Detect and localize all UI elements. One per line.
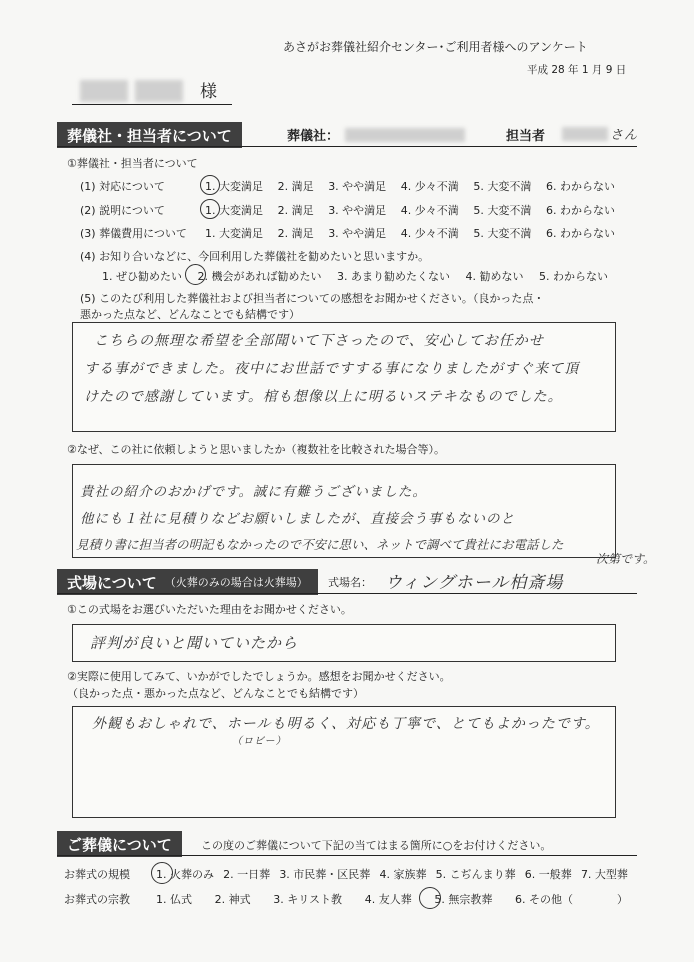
q4-label: (4) お知り合いなどに、今回利用した葬儀社を勧めたいと思いますか。 — [80, 250, 430, 263]
option[interactable]: 6. わからない — [545, 227, 615, 240]
q2-scale — [205, 202, 615, 218]
why-answer-line: 見積り書に担当者の明記もなかったので不安に思い、ネットで調べて貴社にお電話した — [76, 537, 564, 552]
option[interactable]: 3. やや満足 — [328, 204, 387, 217]
option[interactable]: 6. わからない — [545, 180, 615, 193]
q5-label-2: 悪かった点など、どんなことでも結構です） — [80, 308, 300, 321]
q4-selected-circle — [185, 264, 206, 285]
survey-title: あさがお葬儀社紹介センター･ご利用者様へのアンケート — [283, 40, 588, 54]
venue-q1-label: ①この式場をお選びいただいた理由をお聞かせください。 — [67, 603, 352, 616]
q5-label: (5) このたび利用した葬儀社および担当者についての感想をお聞かせください。（良かった点・ — [80, 292, 545, 305]
name-underline — [72, 104, 232, 105]
section-heading-text: 葬儀社・担当者について — [67, 126, 232, 145]
section-heading-venue — [57, 569, 318, 595]
option[interactable]: 4. 少々不満 — [400, 227, 459, 240]
q5-answer-line: する事ができました。夜中にお世話ですする事になりましたがすぐ来て頂 — [84, 361, 580, 377]
option[interactable]: 1. 火葬のみ — [156, 868, 214, 881]
venue-q1-answer: 評判が良いと聞いていたから — [90, 634, 299, 652]
option[interactable]: 4. 勧めない — [465, 270, 524, 283]
company-label: 葬儀社： — [287, 129, 340, 144]
q2-label: (2) 説明について — [80, 204, 165, 217]
section-heading-text: ご葬儀について — [67, 835, 172, 854]
option[interactable]: 1. 仏式 — [156, 893, 192, 906]
option[interactable]: 4. 家族葬 — [379, 868, 427, 881]
option[interactable]: 2. 機会があれば勧めたい — [197, 270, 322, 283]
venue-label: 式場名： — [328, 576, 372, 589]
q4-options — [102, 268, 608, 284]
option[interactable]: 6. その他（ ） — [514, 893, 628, 906]
option[interactable]: 3. キリスト教 — [273, 893, 343, 906]
option[interactable]: 3. やや満足 — [328, 180, 387, 193]
funeral-instruction: この度のご葬儀について下記の当てはまる箇所に○をお付けください。 — [201, 839, 552, 852]
q3-scale — [205, 225, 615, 241]
q1-selected-circle — [200, 175, 220, 195]
option[interactable]: 7. 大型葬 — [580, 868, 628, 881]
venue-q2-answer: 外観もおしゃれで、ホールも明るく、対応も丁寧で、とてもよかったです。 — [92, 716, 600, 732]
section-heading-funeral-company — [57, 122, 242, 148]
religion-selected-circle — [419, 887, 441, 909]
scale-options — [156, 866, 628, 882]
option[interactable]: 4. 友人葬 — [364, 893, 412, 906]
redacted-staff — [562, 127, 608, 141]
redacted-company — [345, 128, 465, 142]
why-answer-line: 次第です。 — [596, 552, 656, 566]
q1-scale — [205, 178, 615, 194]
venue-q2-label-2: （良かった点・悪かった点など、どんなことでも結構です） — [67, 687, 364, 700]
q1-label: (1) 対応について — [80, 180, 165, 193]
staff-suffix: さん — [610, 128, 639, 143]
section-heading-note: （火葬のみの場合は火葬場） — [164, 576, 308, 589]
option[interactable]: 1. 大変満足 — [205, 227, 263, 240]
q2-selected-circle — [200, 199, 220, 219]
why-answer-line: 貴社の紹介のおかげです。誠に有難うございました。 — [80, 484, 427, 500]
section-heading-text: 式場について — [67, 573, 157, 592]
staff-label: 担当者 — [506, 129, 546, 144]
why-answer-line: 他にも１社に見積りなどお願いしましたが、直接会う事もないのと — [80, 511, 515, 527]
section1-rule — [57, 146, 637, 147]
scale-selected-circle — [151, 862, 173, 884]
q3-label: (3) 葬儀費用について — [80, 227, 187, 240]
option[interactable]: 1. ぜひ勧めたい — [102, 270, 182, 283]
q5-answer-line: こちらの無理な希望を全部聞いて下さったので、安心してお任かせ — [94, 333, 544, 349]
q5-answer-line: けたので感謝しています。棺も想像以上に明るいステキなものでした。 — [84, 389, 563, 405]
option[interactable]: 2. 満足 — [277, 204, 314, 217]
section2-rule — [57, 593, 637, 594]
why-label: ②なぜ、この社に依頼しようと思いましたか（複数社を比較された場合等）。 — [67, 443, 446, 456]
redacted-name-2 — [135, 80, 183, 102]
option[interactable]: 1. 大変満足 — [205, 204, 263, 217]
option[interactable]: 4. 少々不満 — [400, 204, 459, 217]
redacted-name-1 — [80, 80, 128, 102]
section3-rule — [57, 855, 637, 856]
option[interactable]: 4. 少々不満 — [400, 180, 459, 193]
religion-options — [156, 891, 628, 907]
option[interactable]: 6. わからない — [545, 204, 615, 217]
option[interactable]: 5. わからない — [539, 270, 608, 283]
section-heading-funeral — [57, 831, 182, 857]
option[interactable]: 5. 大変不満 — [473, 180, 532, 193]
option[interactable]: 6. 一般葬 — [524, 868, 572, 881]
option[interactable]: 5. 無宗教葬 — [434, 893, 493, 906]
option[interactable]: 2. 満足 — [277, 180, 314, 193]
venue-q2-label: ②実際に使用してみて、いかがでしたでしょうか。感想をお聞かせください。 — [67, 670, 451, 683]
venue-q2-answer-note: （ロビー） — [232, 736, 287, 747]
option[interactable]: 5. 大変不満 — [473, 204, 532, 217]
option[interactable]: 2. 一日葬 — [223, 868, 271, 881]
honorific: 様 — [200, 82, 217, 102]
option[interactable]: 5. 大変不満 — [473, 227, 532, 240]
option[interactable]: 3. やや満足 — [328, 227, 387, 240]
option[interactable]: 3. あまり勧めたくない — [337, 270, 450, 283]
option[interactable]: 1. 大変満足 — [205, 180, 263, 193]
option[interactable]: 3. 市民葬・区民葬 — [279, 868, 371, 881]
option[interactable]: 2. 満足 — [277, 227, 314, 240]
scale-label: お葬式の規模 — [64, 868, 130, 881]
religion-label: お葬式の宗教 — [64, 893, 130, 906]
option[interactable]: 2. 神式 — [214, 893, 251, 906]
survey-date: 平成 28 年 1 月 9 日 — [527, 64, 627, 76]
venue-value: ウィングホール柏斎場 — [385, 573, 564, 593]
option[interactable]: 5. こぢんまり葬 — [435, 868, 516, 881]
sub-heading: ①葬儀社・担当者について — [67, 157, 198, 170]
